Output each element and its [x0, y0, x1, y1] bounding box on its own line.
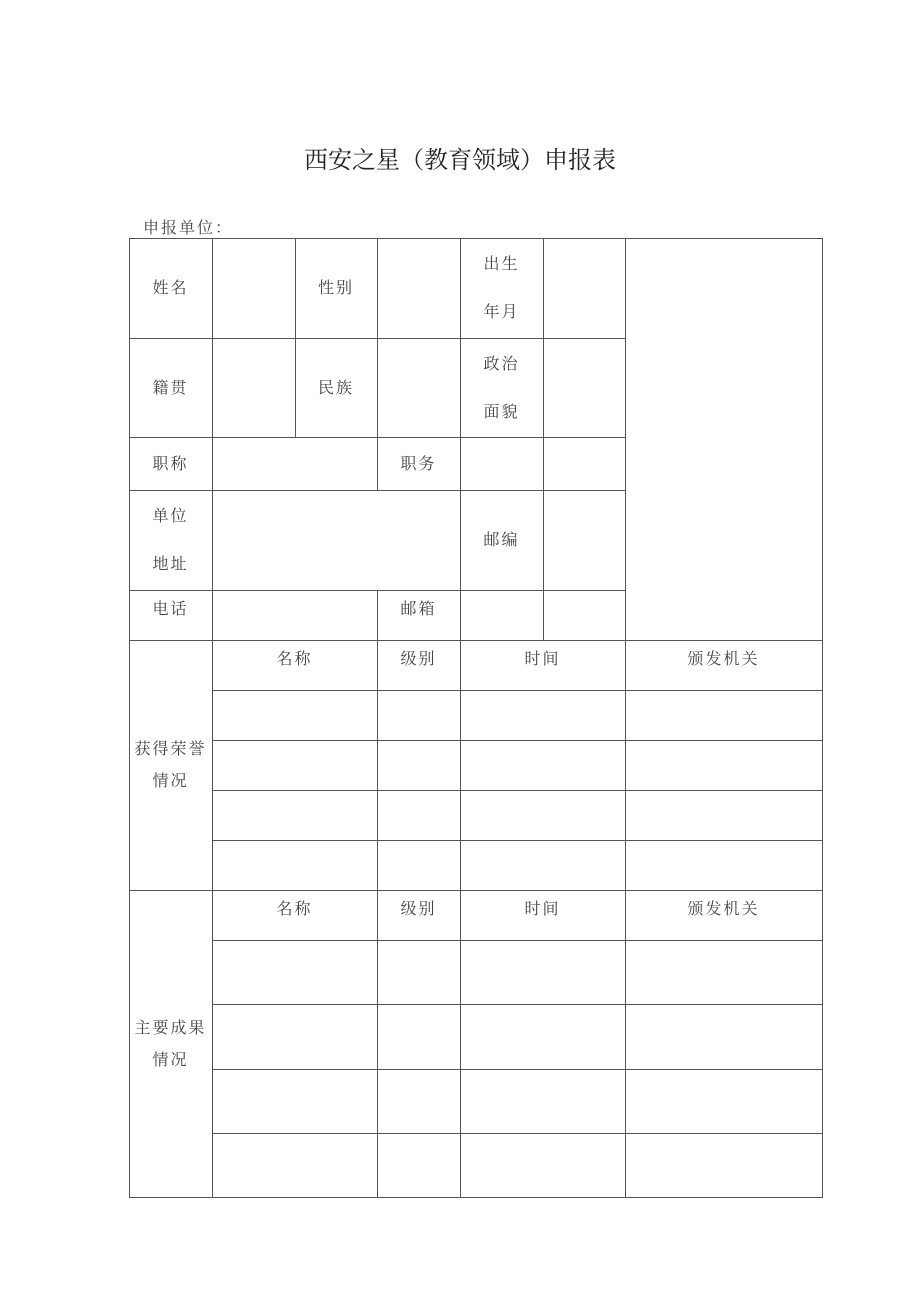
row-divider [212, 690, 823, 691]
honors-label-line1: 获得荣誉 [134, 739, 207, 759]
achievements-header-issuer: 颁发机关 [687, 899, 760, 919]
native-place-field[interactable] [212, 338, 295, 437]
honors-header-issuer: 颁发机关 [687, 649, 760, 669]
political-label-line1: 政治 [483, 353, 520, 373]
gender-label: 性别 [317, 278, 354, 298]
political-label [460, 338, 543, 437]
name-label: 姓名 [152, 278, 189, 298]
email-extra-field[interactable] [543, 590, 625, 640]
row-divider [212, 1133, 823, 1134]
address-label-line2: 地址 [152, 554, 189, 573]
honors-header-name: 名称 [276, 649, 313, 669]
achievements-label-line1: 主要成果 [134, 1017, 207, 1037]
achievements-label-line2: 情况 [152, 1049, 189, 1069]
phone-label: 电话 [152, 599, 189, 619]
birth-label [460, 238, 543, 338]
birth-field[interactable] [543, 238, 625, 338]
email-label: 邮箱 [400, 599, 437, 619]
birth-label-line2: 年月 [483, 302, 520, 321]
page-title: 西安之星（教育领域）申报表 [304, 146, 616, 174]
honors-section-label [129, 640, 212, 890]
position-extra-field[interactable] [543, 437, 625, 490]
postcode-label: 邮编 [483, 530, 520, 550]
political-field[interactable] [543, 338, 625, 437]
achievements-header-name: 名称 [276, 899, 313, 919]
name-field[interactable] [212, 238, 295, 338]
row-divider [212, 840, 823, 841]
birth-label-line1: 出生 [483, 254, 520, 274]
row-divider [212, 790, 823, 791]
honors-header-time: 时间 [524, 649, 561, 669]
applicant-unit-label: 申报单位： [143, 218, 234, 237]
position-label: 职务 [400, 453, 437, 473]
table-border-right [822, 238, 823, 1198]
phone-field[interactable] [212, 590, 377, 640]
ethnicity-label: 民族 [317, 377, 354, 397]
honors-label-line2: 情况 [152, 771, 189, 790]
ethnicity-field[interactable] [377, 338, 460, 437]
address-label [129, 490, 212, 590]
native-place-label: 籍贯 [152, 377, 189, 397]
address-label-line1: 单位 [152, 506, 189, 526]
achievements-section-label [129, 890, 212, 1197]
political-label-line2: 面貌 [483, 401, 520, 421]
address-field[interactable] [212, 490, 460, 590]
row-divider [212, 940, 823, 941]
honors-header-level: 级别 [400, 649, 437, 669]
row-divider [212, 1004, 823, 1005]
professional-title-field[interactable] [212, 437, 377, 490]
table-border-bottom [129, 1197, 823, 1198]
email-field[interactable] [460, 590, 543, 640]
photo-area[interactable] [625, 238, 822, 640]
postcode-field[interactable] [543, 490, 625, 590]
achievements-header-level: 级别 [400, 899, 437, 919]
row-divider [212, 740, 823, 741]
gender-field[interactable] [377, 238, 460, 338]
position-field[interactable] [460, 437, 543, 490]
row-divider [212, 1069, 823, 1070]
professional-title-label: 职称 [152, 453, 189, 473]
achievements-header-time: 时间 [524, 899, 561, 919]
